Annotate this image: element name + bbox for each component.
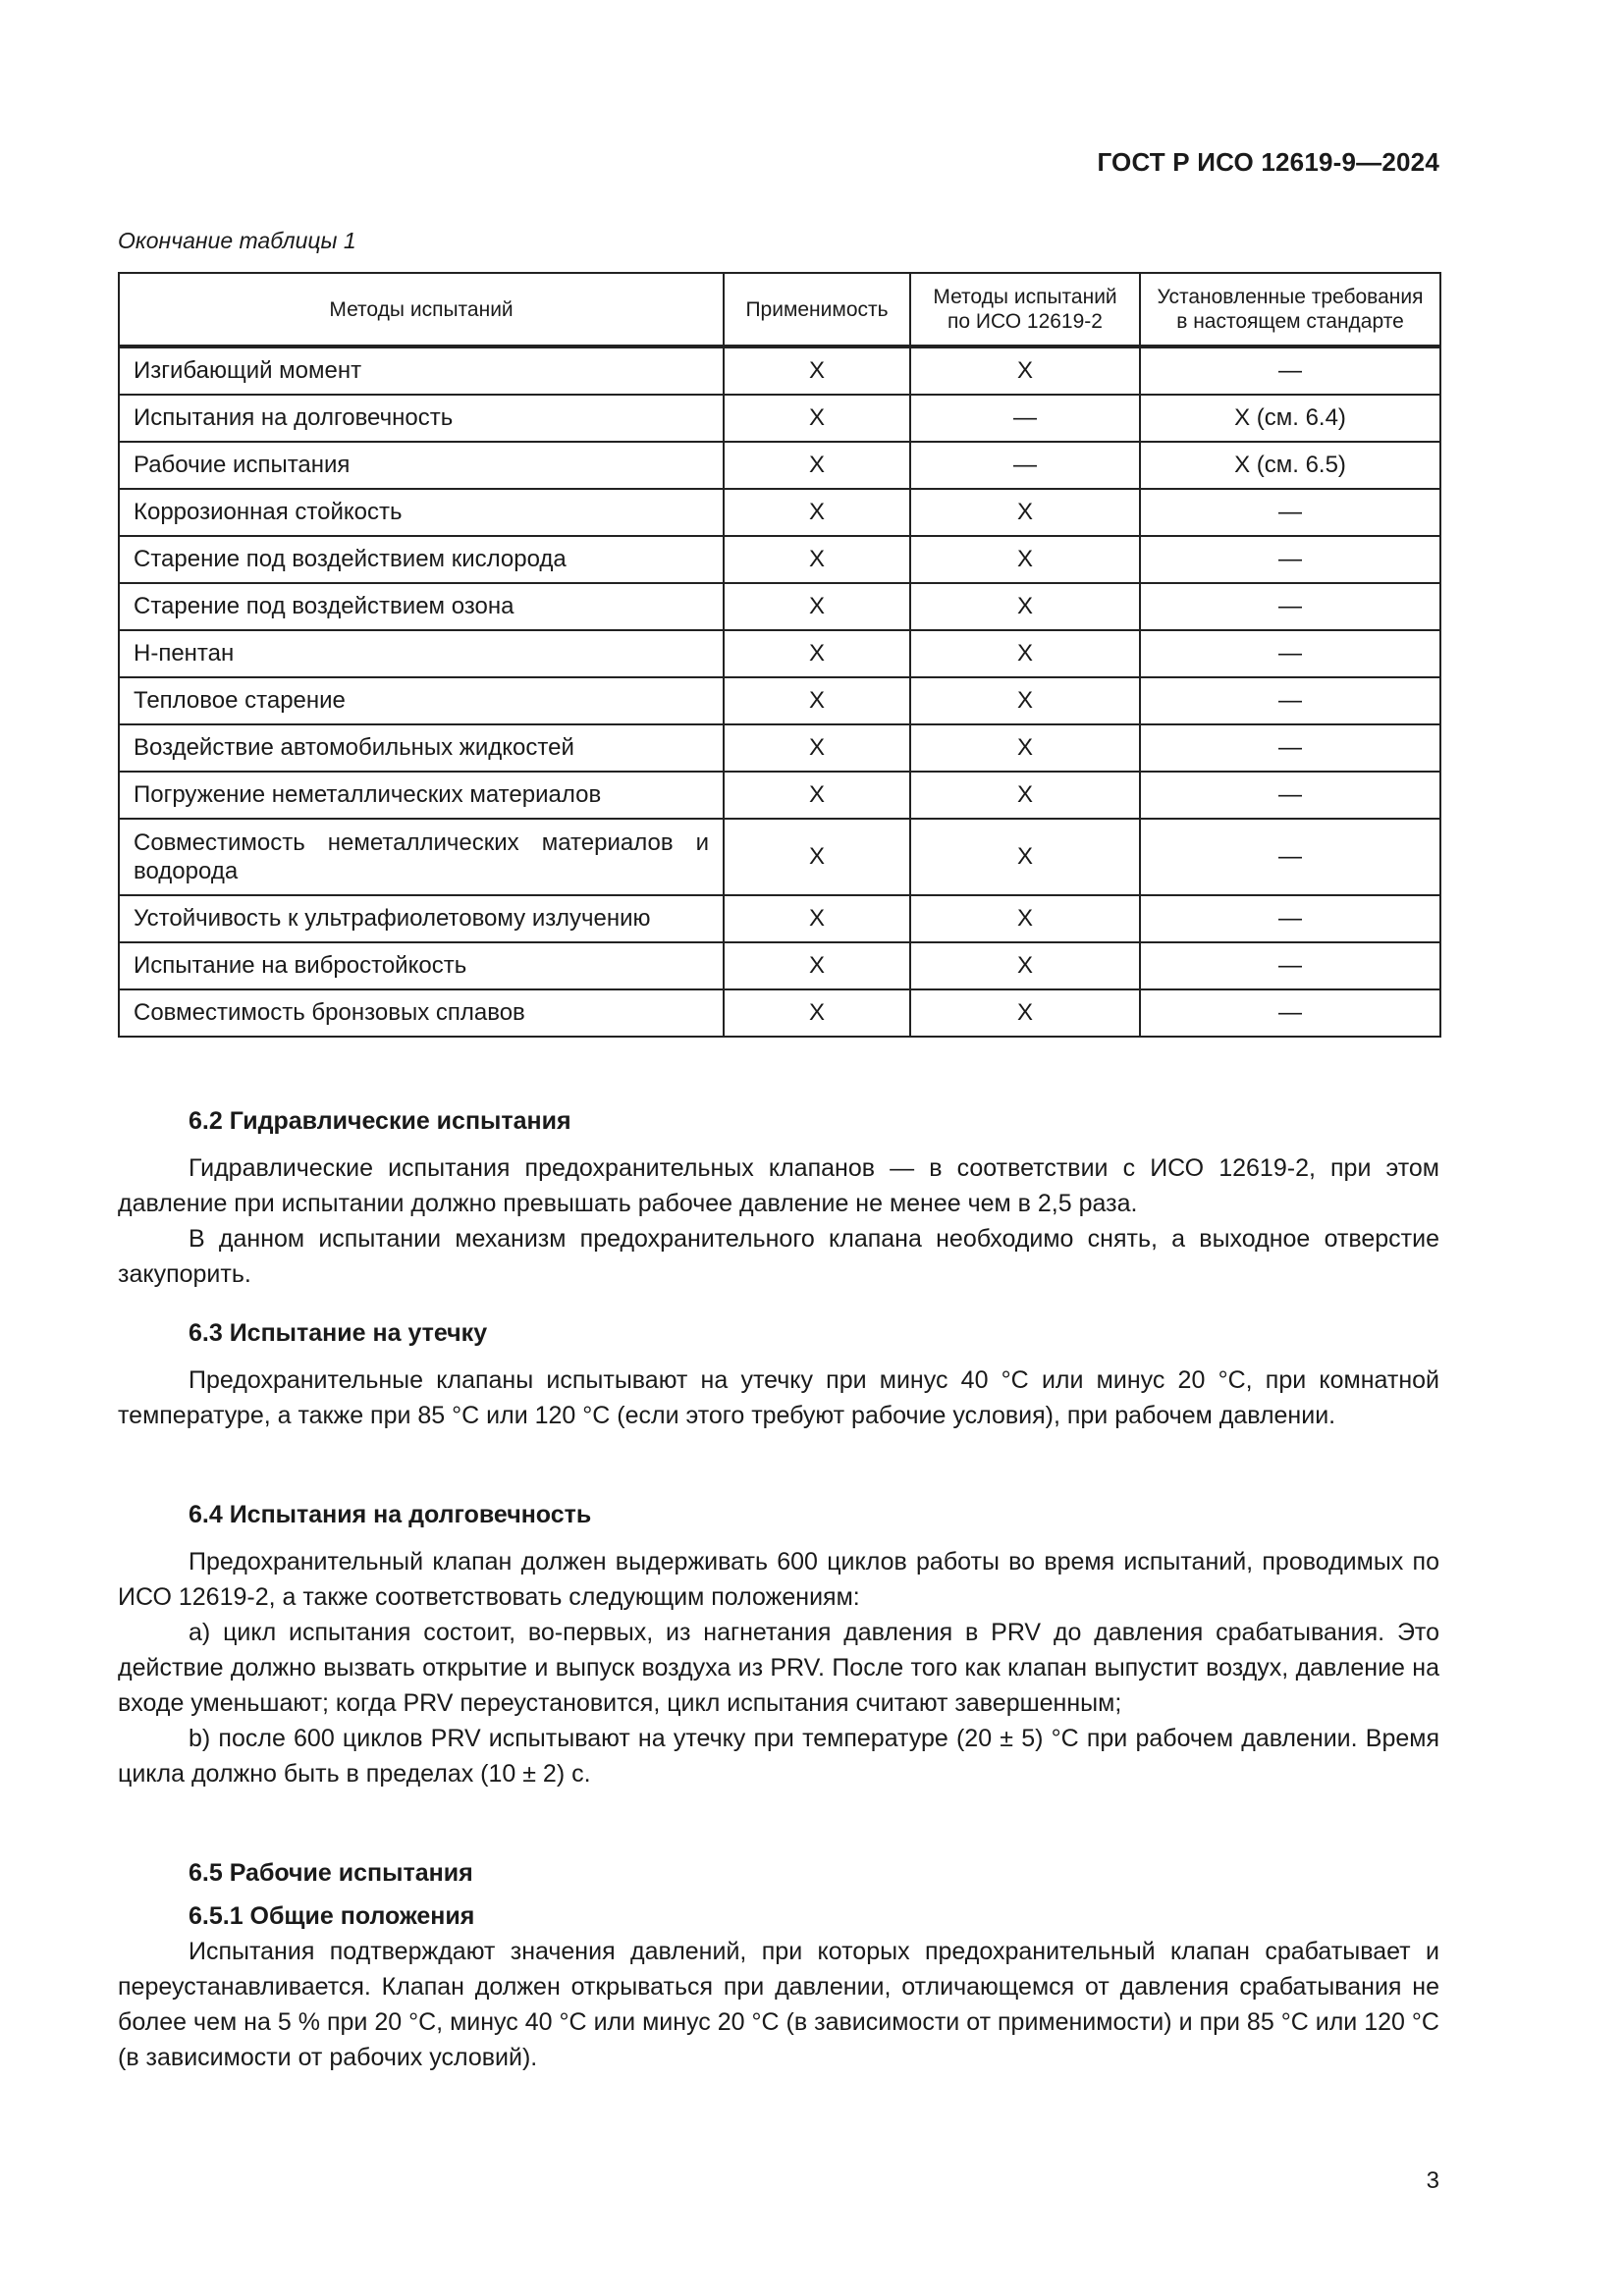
paragraph: В данном испытании механизм предохранительного клапана необходимо снять, а выходное отверстие закупорить. [118, 1225, 1439, 1288]
applicability-cell: X [724, 819, 910, 895]
table-row [119, 630, 1440, 677]
table-row [119, 583, 1440, 630]
applicability-cell: X [724, 895, 910, 942]
list-item-b: b) после 600 циклов PRV испытывают на утечку при температуре (20 ± 5) °С при рабочем давлении. Время цикла должно быть в пределах (10 ± 2) с. [118, 1725, 1439, 1788]
test-method-cell: Погружение неметаллических материалов [119, 772, 724, 819]
table-row [119, 395, 1440, 442]
requirement-cell: — [1140, 630, 1440, 677]
paragraph: Гидравлические испытания предохранительных клапанов — в соответствии с ИСО 12619-2, при этом давление при испытании должно превышать рабочее давление не менее чем в 2,5 раза. [118, 1154, 1439, 1217]
iso-method-cell: X [910, 489, 1140, 536]
iso-method-cell: X [910, 583, 1140, 630]
requirement-cell: — [1140, 895, 1440, 942]
paragraph: Испытания подтверждают значения давлений, при которых предохранительный клапан срабатывает и переустанавливается. Клапан должен открываться при давлении, отличающемся от давления срабатывания не более чем на 5 % при 20 °С, минус 40 °С или минус 20 °С (в зависимости от применимости) и при 85 °С или 120 °С (в зависимости от рабочих условий). [118, 1938, 1439, 2071]
iso-method-cell: X [910, 895, 1140, 942]
requirement-cell: — [1140, 347, 1440, 395]
table-caption: Окончание таблицы 1 [118, 228, 356, 253]
requirements-table [118, 272, 1441, 1038]
test-method-cell: Н-пентан [119, 630, 724, 677]
requirement-cell: — [1140, 819, 1440, 895]
table-row [119, 347, 1440, 395]
table-row [119, 989, 1440, 1037]
iso-method-cell: X [910, 347, 1140, 395]
iso-method-cell: X [910, 989, 1140, 1037]
test-method-cell: Старение под воздействием озона [119, 583, 724, 630]
applicability-cell: X [724, 583, 910, 630]
test-method-cell: Воздействие автомобильных жидкостей [119, 724, 724, 772]
paragraph: Предохранительные клапаны испытывают на утечку при минус 40 °С или минус 20 °С, при комнатной температуре, а также при 85 °С или 120 °С (если этого требуют рабочие условия), при рабочем давлении. [118, 1366, 1439, 1429]
applicability-cell: X [724, 536, 910, 583]
requirement-cell: — [1140, 536, 1440, 583]
section-heading: 6.3 Испытание на утечку [189, 1319, 488, 1347]
iso-method-cell: — [910, 442, 1140, 489]
test-method-cell: Тепловое старение [119, 677, 724, 724]
applicability-cell: X [724, 489, 910, 536]
requirement-cell: X (см. 6.5) [1140, 442, 1440, 489]
test-method-cell: Совместимость бронзовых сплавов [119, 989, 724, 1037]
requirement-cell: — [1140, 942, 1440, 989]
test-method-cell: Совместимость неметаллических материалов и водорода [119, 819, 724, 895]
table-row [119, 724, 1440, 772]
column-header: Установленные требования в настоящем стандарте [1140, 273, 1440, 347]
requirement-cell: — [1140, 724, 1440, 772]
applicability-cell: X [724, 724, 910, 772]
document-code: ГОСТ Р ИСО 12619-9—2024 [1097, 147, 1439, 177]
column-header: Методы испытаний [119, 273, 724, 347]
section-heading: 6.5 Рабочие испытания [189, 1859, 473, 1887]
applicability-cell: X [724, 395, 910, 442]
applicability-cell: X [724, 442, 910, 489]
iso-method-cell: X [910, 819, 1140, 895]
test-method-cell: Старение под воздействием кислорода [119, 536, 724, 583]
applicability-cell: X [724, 677, 910, 724]
test-method-cell: Устойчивость к ультрафиолетовому излучению [119, 895, 724, 942]
table-header-row [119, 273, 1440, 347]
table-row [119, 819, 1440, 895]
requirement-cell: — [1140, 772, 1440, 819]
subsection-heading: 6.5.1 Общие положения [189, 1902, 475, 1930]
column-header: Применимость [724, 273, 910, 347]
section-6-5 [118, 1855, 1439, 2075]
applicability-cell: X [724, 347, 910, 395]
table-row [119, 489, 1440, 536]
applicability-cell: X [724, 772, 910, 819]
test-method-cell: Изгибающий момент [119, 347, 724, 395]
page-number: 3 [1426, 2167, 1439, 2194]
iso-method-cell: — [910, 395, 1140, 442]
iso-method-cell: X [910, 724, 1140, 772]
paragraph: Предохранительный клапан должен выдерживать 600 циклов работы во время испытаний, проводимых по ИСО 12619-2, а также соответствовать следующим положениям: [118, 1548, 1439, 1611]
applicability-cell: X [724, 630, 910, 677]
table-row [119, 677, 1440, 724]
iso-method-cell: X [910, 677, 1140, 724]
table-row [119, 942, 1440, 989]
applicability-cell: X [724, 989, 910, 1037]
section-6-2 [118, 1103, 1439, 1292]
section-heading: 6.4 Испытания на долговечность [189, 1501, 592, 1528]
requirement-cell: — [1140, 489, 1440, 536]
table-row [119, 772, 1440, 819]
requirement-cell: — [1140, 989, 1440, 1037]
table-row [119, 895, 1440, 942]
test-method-cell: Испытание на вибростойкость [119, 942, 724, 989]
iso-method-cell: X [910, 630, 1140, 677]
requirement-cell: — [1140, 583, 1440, 630]
test-method-cell: Рабочие испытания [119, 442, 724, 489]
iso-method-cell: X [910, 772, 1140, 819]
applicability-cell: X [724, 942, 910, 989]
section-6-4 [118, 1497, 1439, 1791]
section-heading: 6.2 Гидравлические испытания [189, 1107, 571, 1135]
requirement-cell: — [1140, 677, 1440, 724]
column-header: Методы испытаний по ИСО 12619-2 [910, 273, 1140, 347]
iso-method-cell: X [910, 942, 1140, 989]
table-row [119, 442, 1440, 489]
test-method-cell: Коррозионная стойкость [119, 489, 724, 536]
iso-method-cell: X [910, 536, 1140, 583]
section-6-3 [118, 1315, 1439, 1433]
list-item-a: а) цикл испытания состоит, во-первых, из нагнетания давления в PRV до давления срабатывания. Это действие должно вызвать открытие и выпуск воздуха из PRV. После того как клапан выпустит воздух, давление на входе уменьшают; когда PRV переустановится, цикл испытания считают завершенным; [118, 1619, 1439, 1717]
test-method-cell: Испытания на долговечность [119, 395, 724, 442]
requirement-cell: X (см. 6.4) [1140, 395, 1440, 442]
table-row [119, 536, 1440, 583]
